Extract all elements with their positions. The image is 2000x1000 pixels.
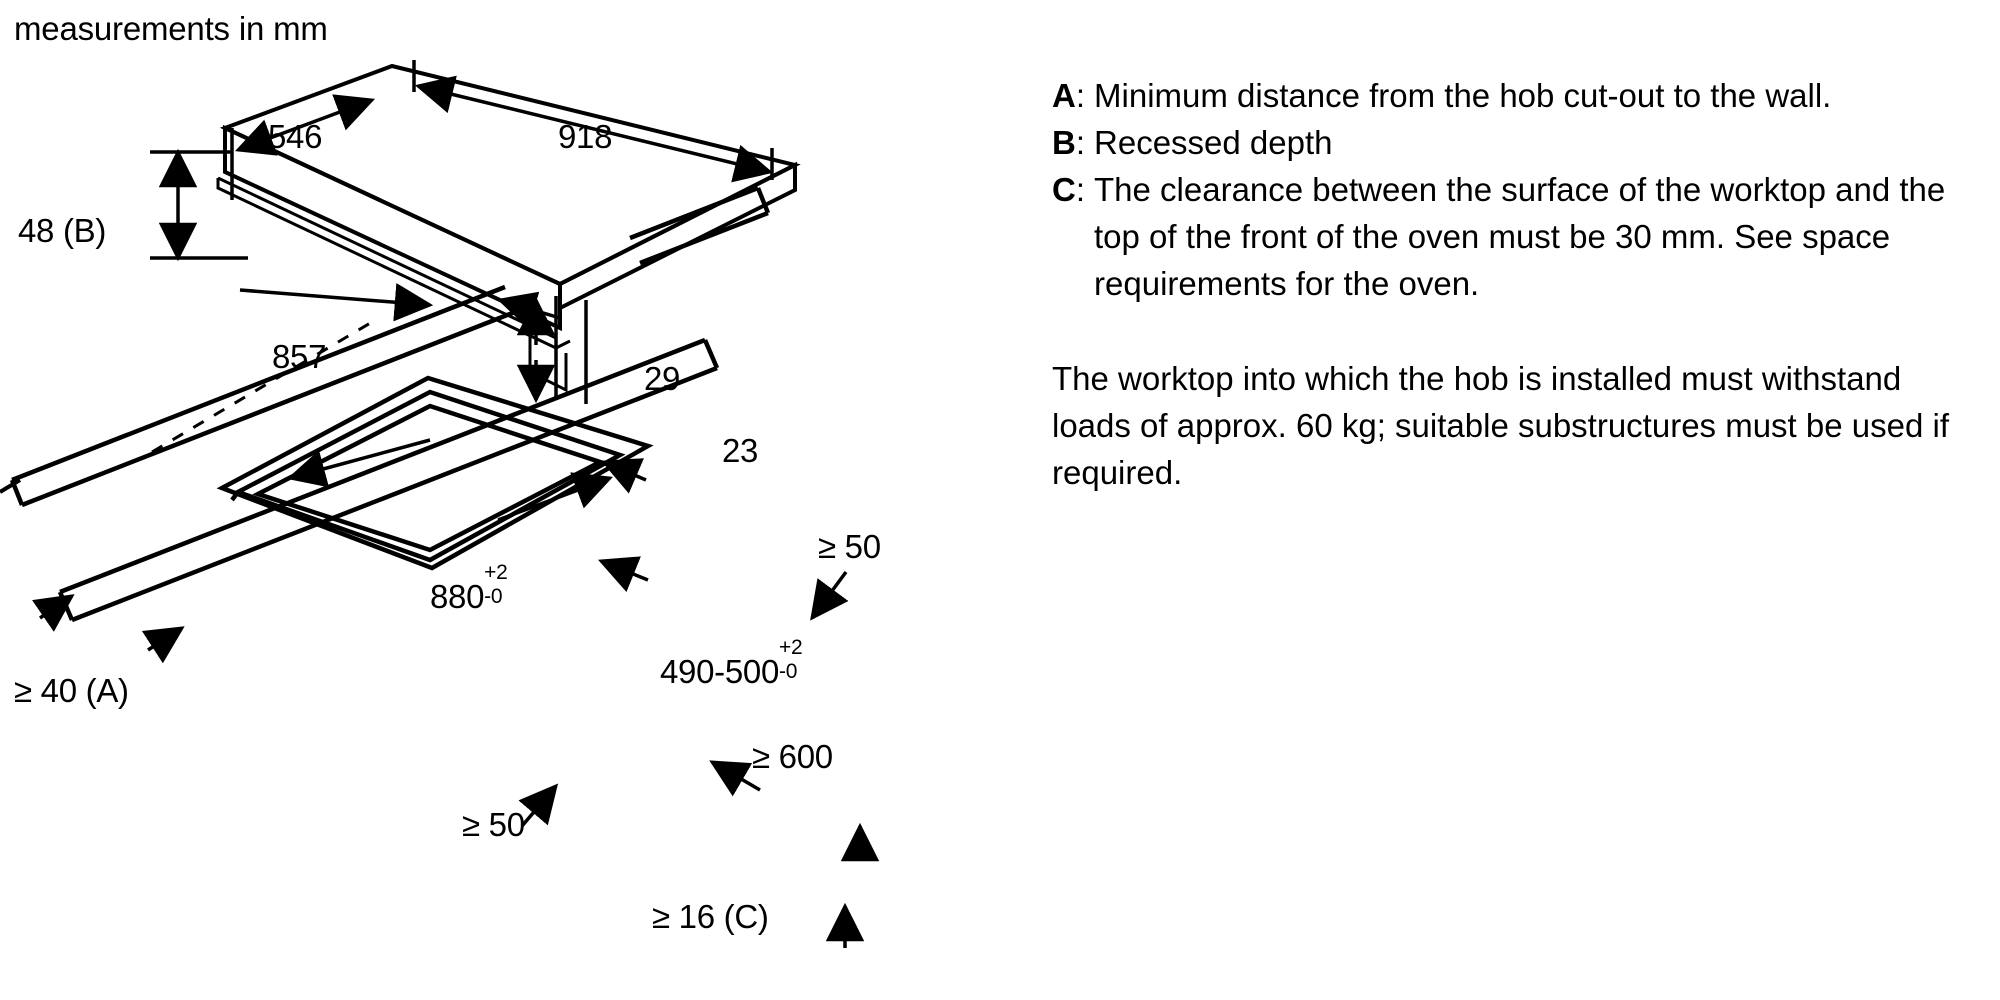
legend-text-b: Recessed depth [1094,124,1333,161]
dim-label-16-c: ≥ 16 (C) [652,898,769,935]
dim-label-40-a: ≥ 40 (A) [14,672,129,709]
legend-item-c [1052,166,1982,307]
dim-line-40-a-lower [148,628,182,650]
dim-label-546: 546 [268,118,323,155]
dim-label-right-50: ≥ 50 [818,528,881,565]
dim-line-490-down [601,561,648,580]
worktop-load-note: The worktop into which the hob is installed must withstand loads of approx. 60 kg; suitable substructures must be used if required. [1052,360,1949,491]
worktop-back-edge-top [12,287,505,480]
legend-text-c: The clearance between the surface of the worktop and the top of the front of the oven must be 30 mm. See space requirements for the oven. [1094,171,1946,302]
dim-label-880: 880 +2 -0 [430,561,508,615]
legend-colon-c: : [1075,171,1086,208]
legend-key-b: B [1052,124,1076,161]
hob-top-face [225,66,795,284]
legend-key-a: A [1052,77,1076,114]
legend-item-a [1052,72,1982,119]
dim-line-front-50 [522,786,556,826]
dim-label-front-50: ≥ 50 [462,806,525,843]
legend-colon-b: : [1075,124,1086,161]
measurement-units-note: measurements in mm [14,10,328,47]
dim-label-918: 918 [558,118,613,155]
dim-label-490-500: 490-500 +2 -0 [660,636,803,690]
dim-label-23: 23 [722,432,759,469]
legend-and-notes [1052,72,1982,496]
dim-line-857 [240,290,430,305]
legend-key-c: C [1052,171,1076,208]
dim-line-right-50 [812,572,846,618]
legend-item-b [1052,119,1982,166]
legend-text-a: Minimum distance from the hob cut-out to the wall. [1094,77,1832,114]
dim-label-600: ≥ 600 [752,738,833,775]
hob-left-side-face [225,128,560,328]
text-spacer [1052,307,1982,355]
legend-colon-a: : [1075,77,1086,114]
dim-label-857: 857 [272,338,327,375]
dim-label-29: 29 [644,360,681,397]
dim-label-48-b: 48 (B) [18,212,107,249]
